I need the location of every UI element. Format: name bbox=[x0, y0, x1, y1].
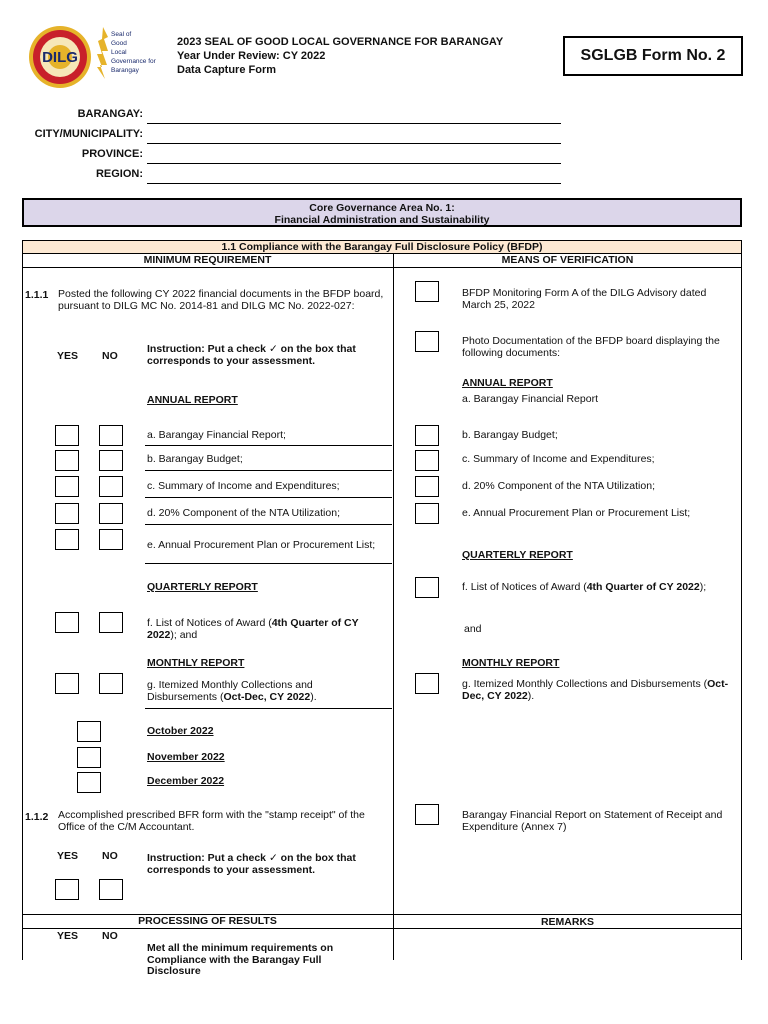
mov-e-checkbox[interactable] bbox=[415, 503, 439, 524]
mov-112-checkbox[interactable] bbox=[415, 804, 439, 825]
indicator-title: 1.1 Compliance with the Barangay Full Disclosure Policy (BFDP) bbox=[221, 241, 543, 253]
mov-photo-doc-text: Photo Documentation of the BFDP board displaying the following documents: bbox=[462, 335, 720, 359]
november-checkbox[interactable] bbox=[77, 747, 101, 768]
col-header-means-of-verification bbox=[393, 254, 742, 268]
form-number: SGLGB Form No. 2 bbox=[580, 47, 726, 64]
annual-e-yes-checkbox[interactable] bbox=[55, 529, 79, 550]
month-october: October 2022 bbox=[147, 725, 214, 737]
annual-a-label: a. Barangay Financial Report; bbox=[147, 429, 286, 441]
quarterly-f-period: 4th Quarter of CY 2022 bbox=[147, 617, 359, 641]
annual-b-label: b. Barangay Budget; bbox=[147, 453, 243, 465]
mov-photo-doc-checkbox[interactable] bbox=[415, 331, 439, 352]
quarterly-f-label bbox=[147, 618, 382, 641]
means-of-verification-label: MEANS OF VERIFICATION bbox=[501, 254, 634, 266]
remarks-header bbox=[393, 915, 742, 929]
item-112-text: Accomplished prescribed BFR form with the "stamp receipt" of the Office of the C/M Accountant. bbox=[58, 809, 365, 833]
monthly-g-period: Oct-Dec, CY 2022 bbox=[223, 690, 311, 703]
mov-g-checkbox[interactable] bbox=[415, 673, 439, 694]
item-112-no-checkbox[interactable] bbox=[99, 879, 123, 900]
seal-logo bbox=[96, 25, 158, 85]
dilg-logo-text: DILG bbox=[42, 49, 78, 66]
annual-d-no-checkbox[interactable] bbox=[99, 503, 123, 524]
mov-g-label bbox=[462, 679, 737, 702]
year-under-review: Year Under Review: CY 2022 bbox=[177, 50, 326, 62]
processing-result-text: Met all the minimum requirements on Compliance with the Barangay Full Disclosure bbox=[147, 942, 334, 977]
seal-logo-line-4: Governance for bbox=[111, 58, 156, 65]
item-111-instruction: Instruction: Put a check ✓ on the box that corresponds to your assessment. bbox=[147, 343, 356, 367]
mov-f-text: f. List of Notices of Award ( bbox=[462, 581, 587, 593]
mov-g-suffix: ). bbox=[527, 689, 535, 702]
mov-d-checkbox[interactable] bbox=[415, 476, 439, 497]
governance-area-number: Core Governance Area No. 1: bbox=[309, 202, 455, 214]
seal-logo-line-2: Good bbox=[111, 40, 127, 47]
quarterly-f-suffix: ); and bbox=[170, 628, 198, 641]
monthly-report-heading: MONTHLY REPORT bbox=[147, 657, 245, 669]
province-label: PROVINCE: bbox=[81, 148, 143, 160]
mov-g-period: Oct-Dec, CY 2022 bbox=[462, 678, 729, 702]
monthly-g-no-checkbox[interactable] bbox=[99, 673, 123, 694]
annual-a-no-checkbox[interactable] bbox=[99, 425, 123, 446]
mov-f-suffix: ); bbox=[699, 581, 707, 593]
item-112-number: 1.1.2 bbox=[25, 811, 49, 823]
mov-c-text: c. Summary of Income and Expenditures; bbox=[462, 453, 655, 465]
form-number-badge bbox=[563, 36, 743, 76]
december-checkbox[interactable] bbox=[77, 772, 101, 793]
annual-c-label: c. Summary of Income and Expenditures; bbox=[147, 480, 340, 492]
mov-bfdp-form-checkbox[interactable] bbox=[415, 281, 439, 302]
column-divider bbox=[393, 254, 394, 960]
item-111-text: Posted the following CY 2022 financial documents in the BFDP board, pursuant to DILG MC No. 2014-81 and DILG MC No. 2022-027: bbox=[58, 288, 384, 312]
annual-e-rule bbox=[145, 563, 392, 564]
mov-bfdp-form-text: BFDP Monitoring Form A of the DILG Advisory dated March 25, 2022 bbox=[462, 287, 707, 311]
item-111-yes-label: YES bbox=[57, 350, 79, 362]
processing-no-label: NO bbox=[102, 930, 118, 942]
remarks-area[interactable] bbox=[394, 930, 741, 960]
mov-f-checkbox[interactable] bbox=[415, 577, 439, 598]
city-field[interactable] bbox=[147, 128, 561, 144]
annual-d-label: d. 20% Component of the NTA Utilization; bbox=[147, 507, 340, 519]
month-november: November 2022 bbox=[147, 751, 225, 763]
indicator-title-row bbox=[22, 240, 742, 254]
mov-monthly-heading: MONTHLY REPORT bbox=[462, 657, 560, 669]
minimum-requirement-label: MINIMUM REQUIREMENT bbox=[143, 254, 272, 266]
barangay-field[interactable] bbox=[147, 108, 561, 124]
quarterly-report-heading: QUARTERLY REPORT bbox=[147, 581, 258, 593]
remarks-heading: REMARKS bbox=[540, 916, 595, 928]
barangay-label: BARANGAY: bbox=[77, 108, 143, 120]
quarterly-f-text: f. List of Notices of Award ( bbox=[147, 617, 272, 629]
mov-f-label bbox=[462, 582, 737, 594]
dilg-logo bbox=[28, 25, 92, 89]
monthly-g-rule bbox=[145, 708, 392, 709]
october-checkbox[interactable] bbox=[77, 721, 101, 742]
seal-logo-line-1: Seal of bbox=[111, 31, 132, 38]
monthly-g-yes-checkbox[interactable] bbox=[55, 673, 79, 694]
item-112-no-label: NO bbox=[102, 850, 118, 862]
mov-c-checkbox[interactable] bbox=[415, 450, 439, 471]
region-label: REGION: bbox=[95, 168, 143, 180]
governance-area-banner bbox=[22, 198, 742, 227]
quarterly-f-yes-checkbox[interactable] bbox=[55, 612, 79, 633]
form-subtitle: Data Capture Form bbox=[177, 64, 277, 76]
annual-e-label: e. Annual Procurement Plan or Procurement List; bbox=[147, 539, 376, 551]
processing-heading: PROCESSING OF RESULTS bbox=[138, 915, 277, 927]
mov-112-text: Barangay Financial Report on Statement of Receipt and Expenditure (Annex 7) bbox=[462, 809, 723, 833]
annual-e-no-checkbox[interactable] bbox=[99, 529, 123, 550]
item-112-yes-checkbox[interactable] bbox=[55, 879, 79, 900]
governance-area-title: Financial Administration and Sustainability bbox=[274, 213, 490, 226]
annual-d-yes-checkbox[interactable] bbox=[55, 503, 79, 524]
processing-yes-label: YES bbox=[57, 930, 79, 942]
region-field[interactable] bbox=[147, 168, 561, 184]
item-112-instruction: Instruction: Put a check ✓ on the box that corresponds to your assessment. bbox=[147, 852, 356, 876]
processing-header bbox=[22, 915, 393, 929]
annual-report-heading: ANNUAL REPORT bbox=[147, 394, 238, 406]
seal-logo-line-5: Barangay bbox=[111, 67, 139, 74]
item-111-no-label: NO bbox=[102, 350, 118, 362]
month-december: December 2022 bbox=[147, 775, 225, 787]
col-header-minimum-requirement bbox=[22, 254, 393, 268]
annual-a-yes-checkbox[interactable] bbox=[55, 425, 79, 446]
mov-g-text: g. Itemized Monthly Collections and Disbursements ( bbox=[462, 678, 708, 690]
annual-b-rule bbox=[145, 470, 392, 471]
mov-and-text: and bbox=[464, 623, 482, 635]
mov-e-text: e. Annual Procurement Plan or Procurement List; bbox=[462, 507, 691, 519]
annual-d-rule bbox=[145, 524, 392, 525]
annual-b-yes-checkbox[interactable] bbox=[55, 450, 79, 471]
annual-c-yes-checkbox[interactable] bbox=[55, 476, 79, 497]
mov-d-text: d. 20% Component of the NTA Utilization; bbox=[462, 480, 655, 492]
item-111-number: 1.1.1 bbox=[25, 289, 49, 301]
quarterly-f-no-checkbox[interactable] bbox=[99, 612, 123, 633]
mov-b-text: b. Barangay Budget; bbox=[462, 429, 558, 441]
mov-b-checkbox[interactable] bbox=[415, 425, 439, 446]
annual-c-no-checkbox[interactable] bbox=[99, 476, 123, 497]
seal-logo-line-3: Local bbox=[111, 49, 127, 56]
monthly-g-text: g. Itemized Monthly Collections and Disbursements ( bbox=[147, 679, 313, 703]
annual-c-rule bbox=[145, 497, 392, 498]
city-label: CITY/MUNICIPALITY: bbox=[34, 128, 143, 140]
province-field[interactable] bbox=[147, 148, 561, 164]
monthly-g-label bbox=[147, 680, 372, 703]
mov-a-text: a. Barangay Financial Report bbox=[462, 393, 598, 405]
mov-annual-heading: ANNUAL REPORT bbox=[462, 377, 553, 389]
item-112-yes-label: YES bbox=[57, 850, 79, 862]
mov-f-period: 4th Quarter of CY 2022 bbox=[586, 581, 700, 593]
form-title: 2023 SEAL OF GOOD LOCAL GOVERNANCE FOR BARANGAY bbox=[177, 36, 504, 48]
monthly-g-suffix: ). bbox=[310, 690, 317, 703]
annual-b-no-checkbox[interactable] bbox=[99, 450, 123, 471]
annual-a-rule bbox=[145, 445, 392, 446]
mov-quarterly-heading: QUARTERLY REPORT bbox=[462, 549, 573, 561]
